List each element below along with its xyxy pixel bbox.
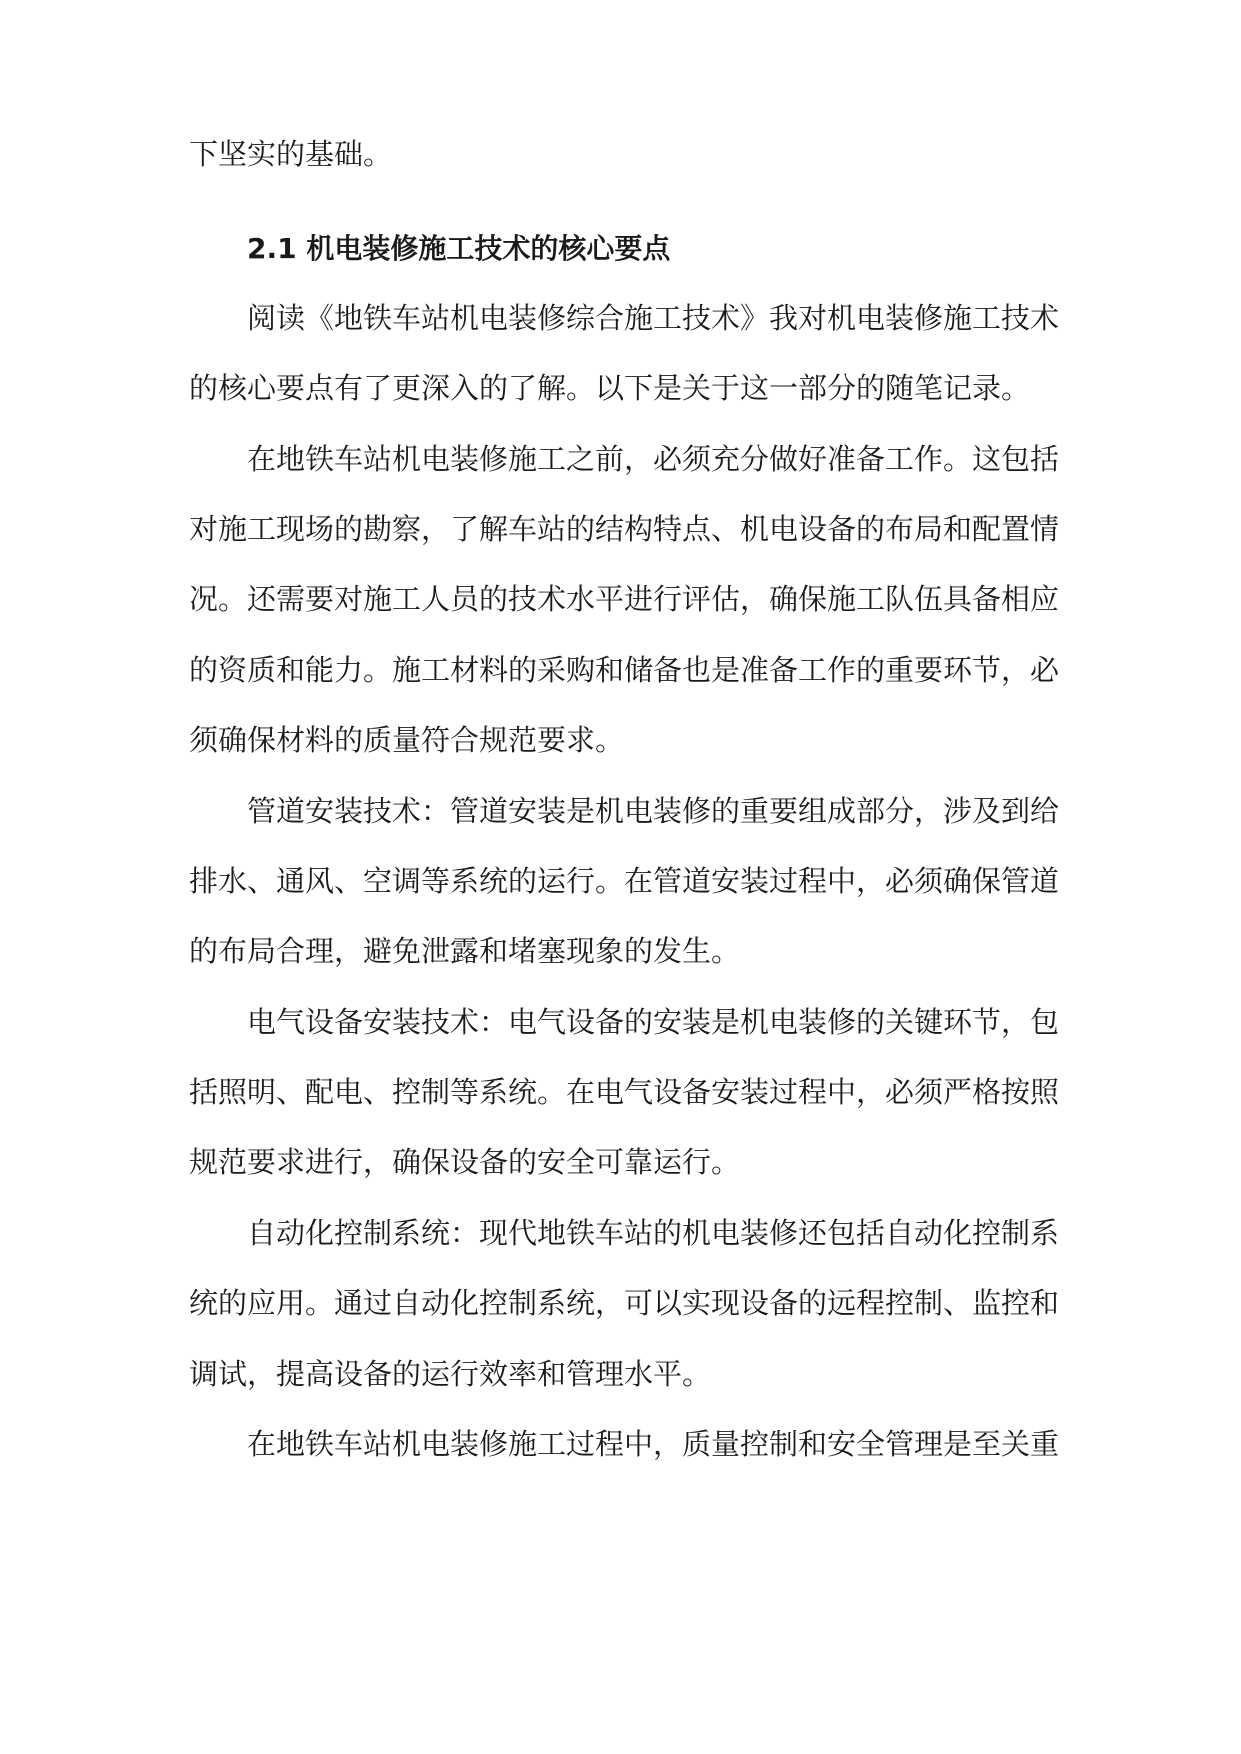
paragraph-line: 对施工现场的勘察，了解车站的结构特点、机电设备的布局和配置情: [189, 512, 1059, 546]
paragraph-line: 调试，提高设备的运行效率和管理水平。: [189, 1357, 712, 1391]
paragraph-line: 统的应用。通过自动化控制系统，可以实现设备的远程控制、监控和: [189, 1286, 1059, 1320]
text-line: 下坚实的基础。: [189, 137, 393, 171]
paragraph-line: 自动化控制系统：现代地铁车站的机电装修还包括自动化控制系: [247, 1216, 1059, 1250]
paragraph-line: 规范要求进行，确保设备的安全可靠运行。: [189, 1145, 741, 1179]
paragraph-line: 须确保材料的质量符合规范要求。: [189, 723, 625, 757]
paragraph-line: 管道安装技术：管道安装是机电装修的重要组成部分，涉及到给: [247, 794, 1059, 828]
paragraph-line: 电气设备安装技术：电气设备的安装是机电装修的关键环节，包: [247, 1005, 1059, 1039]
paragraph-line: 况。还需要对施工人员的技术水平进行评估，确保施工队伍具备相应: [189, 582, 1059, 616]
paragraph-line: 的资质和能力。施工材料的采购和储备也是准备工作的重要环节，必: [189, 653, 1059, 687]
section-heading: 2.1 机电装修施工技术的核心要点: [247, 232, 671, 265]
paragraph-line: 排水、通风、空调等系统的运行。在管道安装过程中，必须确保管道: [189, 864, 1059, 898]
paragraph-line: 括照明、配电、控制等系统。在电气设备安装过程中，必须严格按照: [189, 1075, 1059, 1109]
paragraph-line: 在地铁车站机电装修施工过程中，质量控制和安全管理是至关重: [247, 1427, 1059, 1461]
paragraph-line: 的布局合理，避免泄露和堵塞现象的发生。: [189, 934, 741, 968]
paragraph-line: 阅读《地铁车站机电装修综合施工技术》我对机电装修施工技术: [247, 301, 1059, 335]
paragraph-line: 的核心要点有了更深入的了解。以下是关于这一部分的随笔记录。: [189, 371, 1031, 405]
paragraph-line: 在地铁车站机电装修施工之前，必须充分做好准备工作。这包括: [247, 442, 1059, 476]
